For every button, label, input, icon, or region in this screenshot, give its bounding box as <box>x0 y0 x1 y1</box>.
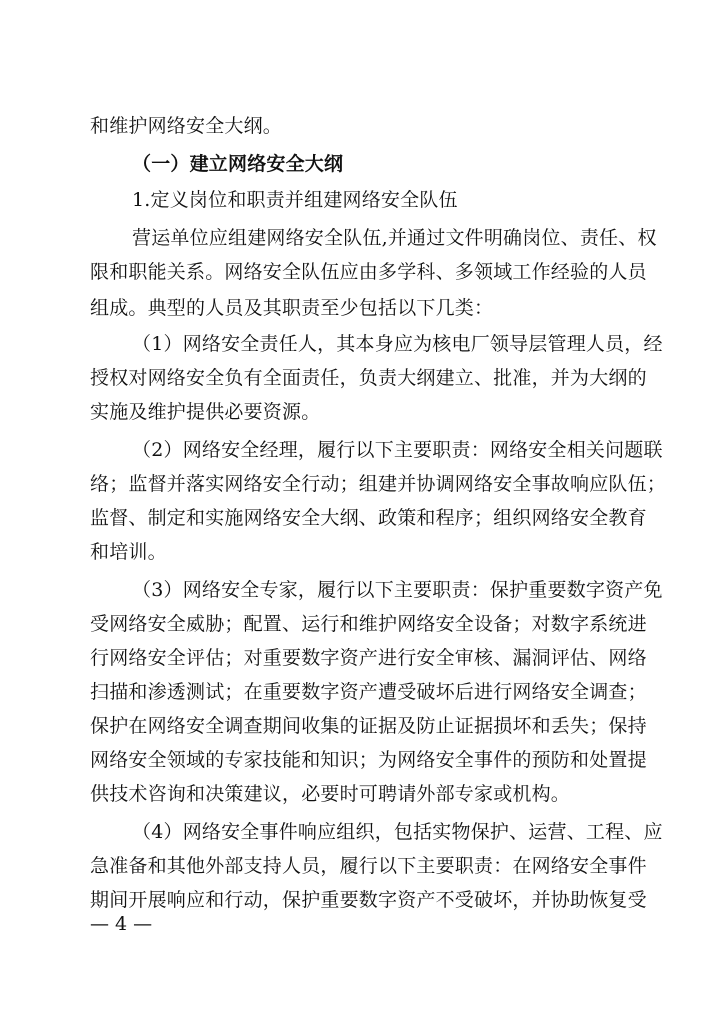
text-line-22: 急准备和其他外部支持人员，履行以下主要职责：在网络安全事件 <box>90 855 647 877</box>
text-line-5: 限和职能关系。网络安全队伍应由多学科、多领域工作经验的人员 <box>90 261 647 283</box>
text-line-15: 受网络安全威胁；配置、运行和维护网络安全设备；对数字系统进 <box>90 613 647 635</box>
text-line-17: 扫描和渗透测试；在重要数字资产遭受破坏后进行网络安全调查； <box>90 681 647 703</box>
text-line-8: 授权对网络安全负有全面责任，负责大纲建立、批准，并为大纲的 <box>90 367 647 389</box>
text-line-6: 组成。典型的人员及其职责至少包括以下几类： <box>90 297 494 319</box>
text-line-19: 网络安全领域的专家技能和知识；为网络安全事件的预防和处置提 <box>90 749 647 771</box>
text-line-14: （3）网络安全专家，履行以下主要职责：保护重要数字资产免 <box>132 579 663 601</box>
page-number: — 4 — <box>90 913 153 935</box>
text-line-9: 实施及维护提供必要资源。 <box>90 401 321 423</box>
text-line-7: （1）网络安全责任人，其本身应为核电厂领导层管理人员，经 <box>132 333 663 355</box>
text-line-1: 和维护网络安全大纲。 <box>90 115 283 137</box>
section-heading: （一）建立网络安全大纲 <box>132 153 344 175</box>
text-line-10: （2）网络安全经理，履行以下主要职责：网络安全相关问题联 <box>132 439 663 461</box>
text-line-18: 保护在网络安全调查期间收集的证据及防止证据损坏和丢失；保持 <box>90 715 647 737</box>
text-line-20: 供技术咨询和决策建议，必要时可聘请外部专家或机构。 <box>90 783 571 805</box>
text-line-11: 络；监督并落实网络安全行动；组建并协调网络安全事故响应队伍； <box>90 473 667 495</box>
text-line-12: 监督、制定和实施网络安全大纲、政策和程序；组织网络安全教育 <box>90 507 647 529</box>
text-line-13: 和培训。 <box>90 541 167 563</box>
subsection-heading: 1.定义岗位和职责并组建网络安全队伍 <box>132 189 458 211</box>
text-line-23: 期间开展响应和行动，保护重要数字资产不受破坏，并协助恢复受 <box>90 889 647 911</box>
text-line-21: （4）网络安全事件响应组织，包括实物保护、运营、工程、应 <box>132 821 663 843</box>
text-line-4: 营运单位应组建网络安全队伍,并通过文件明确岗位、责任、权 <box>132 227 657 249</box>
text-line-16: 行网络安全评估；对重要数字资产进行安全审核、漏洞评估、网络 <box>90 647 647 669</box>
